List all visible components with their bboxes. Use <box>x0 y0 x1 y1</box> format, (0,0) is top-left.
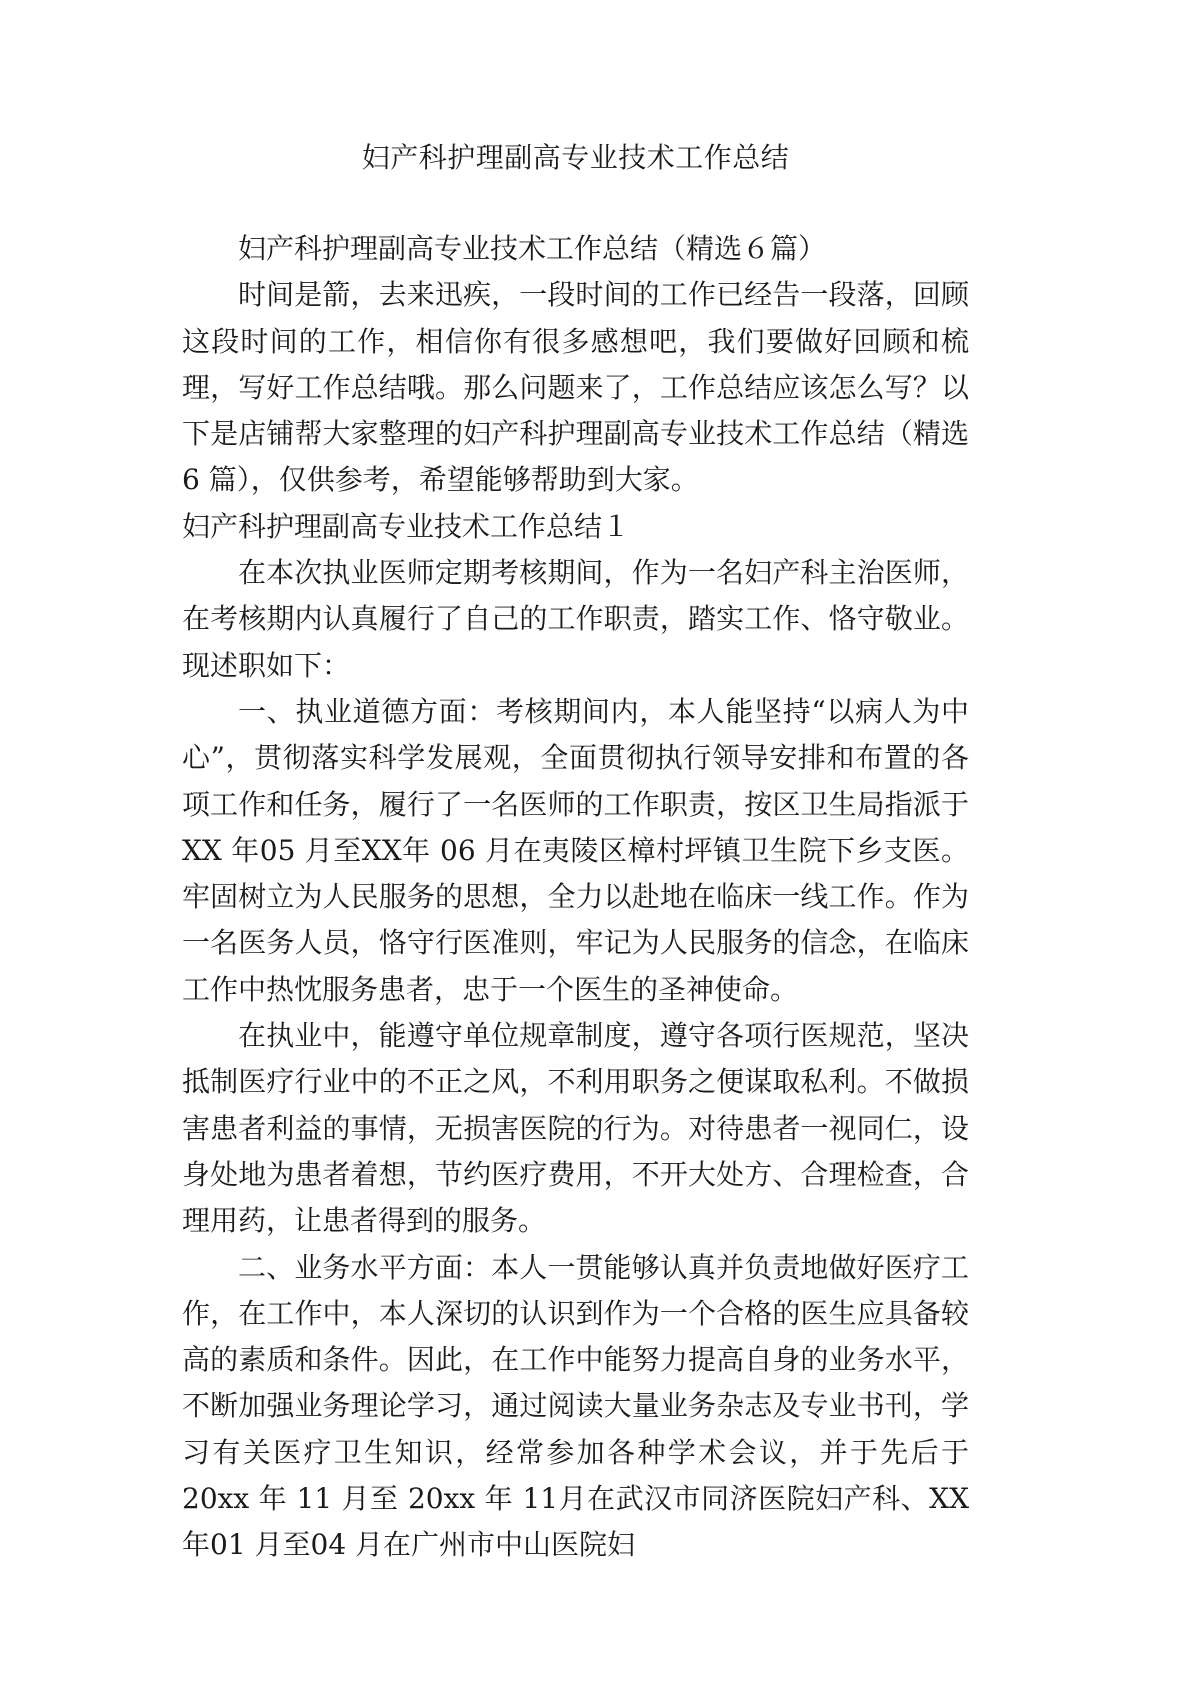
body-paragraph: 在执业中，能遵守单位规章制度，遵守各项行医规范，坚决抵制医疗行业中的不正之风，不利用职务之便谋取私利。不做损害患者利益的事情，无损害医院的行为。对待患者一视同仁，设身处地为患者着想，节约医疗费用，不开大处方、合理检查，合理用药，让患者得到的服务。 <box>182 1019 969 1238</box>
document-subtitle: 妇产科护理副高专业技术工作总结（精选６篇） <box>238 232 827 265</box>
intro-paragraph: 时间是箭，去来迅疾，一段时间的工作已经告一段落，回顾这段时间的工作，相信你有很多感想吧，我们要做好回顾和梳理，写好工作总结哦。那么问题来了，工作总结应该怎么写？以下是店铺帮大家整理的妇产科护理副高专业技术工作总结（精选 6 篇），仅供参考，希望能够帮助到大家。 <box>182 278 969 497</box>
body-paragraph: 二、业务水平方面：本人一贯能够认真并负责地做好医疗工作，在工作中，本人深切的认识到作为一个合格的医生应具备较高的素质和条件。因此，在工作中能努力提高自身的业务水平，不断加强业务理论学习，通过阅读大量业务杂志及专业书刊，学习有关医疗卫生知识，经常参加各种学术会议，并于先后于 20xx 年 11 月至 20xx 年 11月在武汉市同济医院妇产科、XX 年01 月至04 月在广州市中山医院妇 <box>182 1250 969 1562</box>
body-paragraph: 一、执业道德方面：考核期间内，本人能坚持“以病人为中心”，贯彻落实科学发展观，全面贯彻执行领导安排和布置的各项工作和任务，履行了一名医师的工作职责，按区卫生局指派于XX 年05 月至XX年 06 月在夷陵区樟村坪镇卫生院下乡支医。牢固树立为人民服务的思想，全力以赴地在临床一线工作。作为一名医务人员，恪守行医准则，牢记为人民服务的信念，在临床工作中热忱服务患者，忠于一个医生的圣神使命。 <box>182 694 969 1006</box>
section-heading: 妇产科护理副高专业技术工作总结１ <box>182 509 631 543</box>
body-paragraph: 在本次执业医师定期考核期间，作为一名妇产科主治医师，在考核期内认真履行了自己的工作职责，踏实工作、恪守敬业。现述职如下： <box>182 556 969 682</box>
document-body <box>182 226 969 1569</box>
document-title: 妇产科护理副高专业技术工作总结 <box>361 141 790 174</box>
